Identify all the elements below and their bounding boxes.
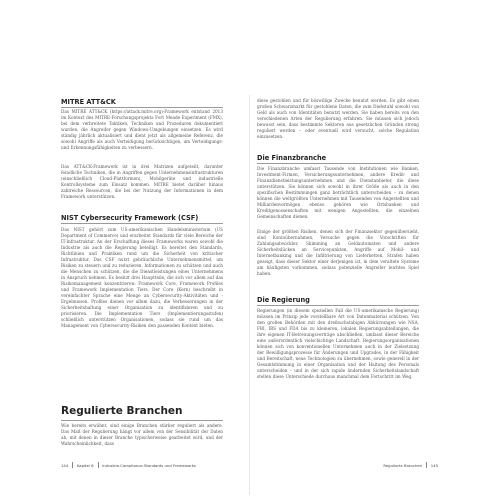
paragraph-intro: diese gestohlen und für böswillige Zwecke benutzt werden. Es gibt einen großen Schwarzmarkt für gestohlene Daten, die zum Diebstahl sowohl von Geld als auch von Identitäten benutzt werden. Sie haben bereits von den verschiedenen Arten der Regulierung erfahren. Sie müssen sich jedoch bewusst sein, dass bestimmte Sektoren aus gesetzlichen Gründen streng reguliert werden – oder eventuell wird versucht, solche Regulation einzusetzen. [257,98,419,139]
paragraph-mitre-1: Das MITRE ATT&CK (https://attack.mitre.org)-Framework entstand 2013 im Kontext des MITRE-Forschungsprojekts Fort Meade Experiment (FMX), bei dem verbreitete Taktiken, Techniken und Prozeduren dokumentiert wurden, die Angreifer gegen Windows-Umgebungen einsetzen. Es wird ständig jährlich aktualisiert und dient jetzt als allgemeine Referenz, die sowohl Angriffe als auch Verteidigung berücksichtigen, um Verteidigungs- und Erkennungsfähigkeiten zu verbessern. [61,109,223,150]
paragraph-finanz-2: Einige der größten Risiken, denen sich der Finanzsektor gegenübersieht, sind Kontoübernahmen, Versuche gegen die Vorschriften für Zahlungsabwickler, Skimming an Geldautomaten und andere Sicherheitslücken an Servicepunkten, Angriffe auf Mobil- und Internetbanking und die Infiltrierung von Lieferketten. Strafen haben gezeigt, dass dieser Sektor einer derjenigen ist, in dem veraltete Systeme am häufigsten vorkommen, sodass potenzielle Angreifer leichtes Spiel haben. [257,229,419,276]
page-number: 144 [61,462,69,468]
heading-rule [257,305,419,306]
footer-divider [98,462,99,468]
paragraph-finanz-1: Die Finanzbranche umfasst Tausende von Institutionen wie Banken, Investment-Firmen, Versicherungsunternehmen, andere Kredit- und Finanzdienstleistungsunternehmen und die Dienstanbieter, die diese unterstützen. Sie können sich sowohl in ihrer Größe als auch in den spezifischen Bestimmungen ganz beträchtlich unterscheiden – zu denen können die weltgrößten Unternehmen mit Tausenden von Angestellten und Milliardenvermögen ebenso gehören wie Ortsbanken und Kreditgenossenschaften mit wenigen Angestellten, die einzelnen Gemeinschaften dienen. [257,166,419,219]
paragraph-regulierte-branchen: Wie bereits erwähnt, sind einige Branchen stärker reguliert als andere. Das Maß der Regulierung hängt vor allem von der Sensibilität der Daten ab, mit denen in dieser Branche typischerweise gearbeitet wird, und der Wahrscheinlichkeit, dass [61,423,223,446]
section-heading-regierung: Die Regierung [257,296,310,304]
running-title: Regulierte Branchen [383,462,423,468]
page-number: 145 [430,462,438,468]
section-heading-mitre: MITRE ATT&CK [61,98,116,106]
footer-divider [72,462,73,468]
chapter-label: Kapitel 6 [76,462,94,468]
heading-rule [257,163,419,164]
paragraph-nist: Das NIST gehört zum US-amerikanischen Handelsministerium (US Department of Commerce) und erarbeitet Standards für viele Bereiche der IT-Infrastruktur. An der Erschaffung dieses Frameworks waren sowohl die Industrie als auch die Regierung beteiligt. Es bereitet den Standards, Richtlinien und Praktiken rund um die Sicherheit von kritischer Infrastruktur. Das CSF nutzt gebräuchliche Unternehmensmittel, um Risiken zu steuern und zu reduzieren, Informationen zu schützen und auch die Menschen zu schützen, die die Dienstleistungen eines Unternehmens in Anspruch nehmen. Es besitzt drei Hauptteile, die sich vor allem auf das Risikomanagement konzentrieren: Framework Core, Framework Profiles und Framework Implementation Tiers. Der Core (Kern) beschreibt in vereinfachter Sprache eine Menge an Cybersecurity-Aktivitäten und -Ergebnissen. Profiles dienen vor allem dazu, die Verbesserungen in der Sicherheitshaltung einer Organisation zu identifizieren und zu priorisieren. Die Implementation Tiers (Implementierungsstufen) schließlich unterstützen Organisationen, sodass sie rund um das Management von Cybersecurity-Risiken den passenden Kontext bieten. [61,227,223,328]
heading-rule [61,107,223,108]
section-heading-finanzbranche: Die Finanzbranche [257,154,327,162]
section-heading-nist: NIST Cybersecurity Framework (CSF) [61,214,199,222]
right-page [250,0,500,500]
footer-divider [426,462,427,468]
paragraph-regierung: Regierungen (in diesem speziellen Fall die US-amerikanische Regierung) müssen im Prinzip jede vorstellbare Art von Datenmaterial schützen. Von den großen Behörden mit den dreibuchstabigen Abkürzungen wie NSA, FBI, IRS und FDA bis zu kleineren, lokalen Regierungsabteilungen, die ihre eigenen IT-Betreuungsverträge abschließen, umfasst dieser Bereiche eine außerordentlich vielschichtige Landschaft. Regierungsorganisationen können sich von konventionellen Unternehmen auch in der Zielsetzung der Bewilligungsprozesse für Änderungen und Upgrades, in der Fähigkeit und Bereitschaft, neue Technologien zu übernehmen, sowie generell in der Gesamtstimmung in einer Organisation und der Haltung des Personals unterscheiden – und in der sich rapide ändernden Sicherheitslandschaft stellen diese Unterschiede durchaus manchmal dem Fortschritt im Weg. [257,308,419,379]
left-footer [61,462,196,468]
paragraph-mitre-2: Das ATT&CK-Framework ist in drei Matrizen aufgeteilt, darunter feindliche Techniken, die in Angriffen gegen Unternehmensinfrastrukturen (einschließlich Cloud-Plattformen), Mobilgeräte und industrielle Kontrollsysteme zum Einsatz kommen. MITRE bietet darüber hinaus zahlreiche Ressourcen, die bei der Nutzung der Informationen in dem Framework unterstützen. [61,164,223,199]
section-heading-regulierte-branchen: Regulierte Branchen [61,405,183,417]
running-title: Industrie-Compliance-Standards und Frameworks [102,462,196,468]
heading-rule [61,223,223,224]
right-footer [383,462,438,468]
heading-rule [61,420,223,421]
